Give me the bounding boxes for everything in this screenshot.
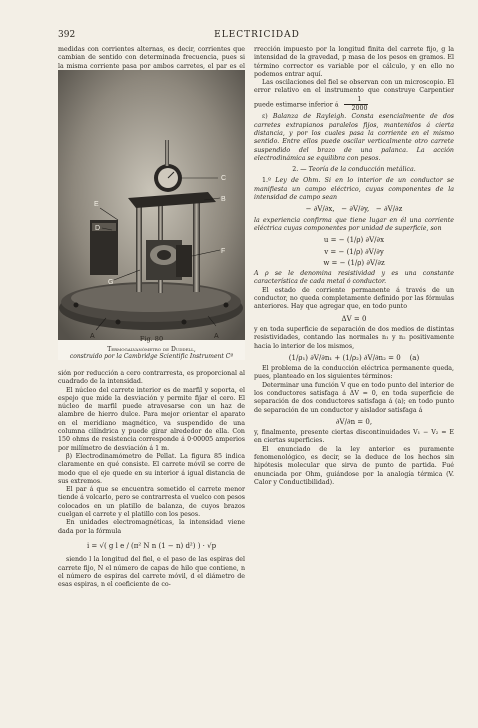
paragraph: la experiencia confirma que tiene lugar en él una corriente eléctrica cuyas componentes por unidad de superficie, son (254, 216, 454, 232)
formula-intensity: i = √( g l e / (π² N n (1 − n) d²) ) · √p (86, 541, 217, 550)
eq-component-y: − ∂V/∂y (341, 205, 368, 214)
paragraph: El estado de corriente permanente á través de un conductor, no queda completamente definido por las fórmulas anteriores. Hay que agregar que, en todo punto (254, 286, 454, 311)
eq-u: u = − (1/ρ) ∂V/∂x (323, 236, 385, 245)
eq-w: w = − (1/ρ) ∂V/∂z (323, 258, 385, 267)
caption-line-1: Termogalvanómetro de Duddell, (107, 346, 196, 353)
section-title: — Teoría de la conducción metálica. (300, 166, 416, 174)
label-g: G (108, 279, 114, 286)
paragraph: El núcleo del carrete interior es de marfil y soporta, el espejo que mide la desviación y permite fijar el cero. El núcleo de marfil puede atravesarse con un haz de alambre de hierro dulce. Para mejor orientar el aparato en el meridiano magnético, va suspendido de una columna cilíndrica y puede girar alrededor de ella. Con 150 ohms de resistencia corresponde á 0·00005 amperios por milímetro de desviación á 1 m. (58, 386, 245, 452)
page-number: 392 (58, 30, 76, 40)
label-a-left: A (90, 333, 95, 340)
figure-caption (58, 336, 245, 360)
eq-v: v = − (1/ρ) ∂V/∂y (324, 247, 384, 256)
paragraph: siendo l la longitud del fiel, e el paso de las espiras del carrete fijo, N el número de capas de hilo que contiene, n el número de espiras del carrete móvil, d el diámetro de esas espiras, n el coeficiente de co- (58, 556, 245, 589)
label-f: F (221, 248, 226, 255)
eq-boundary-body: (1/ρ₁) ∂V/∂n₁ + (1/ρ₂) ∂V/∂n₂ = 0 (288, 353, 401, 362)
label-b: B (221, 196, 226, 203)
law-number: 1.º (262, 177, 271, 185)
fraction-numerator: 1 (344, 96, 368, 105)
section-number: 2. (292, 166, 299, 174)
label-e: E (94, 201, 99, 208)
eq-boundary (254, 354, 454, 362)
paragraph: rrección impuesto por la longitud finita del carrete fijo, g la intensidad de la gravedad, p masa de los pesos en gramos. El término corrector es variable por el cálculo, y en ello no podemos entrar aquí. (254, 46, 454, 78)
paragraph: y en toda superficie de separación de dos medios de distintas resistividades, contando las normales n₁ y n₂ positivamente hacia lo interior de los mismos, (254, 325, 454, 350)
paragraph: El par á que se encuentra sometido el carrete menor tiende á volcarlo, pero se contrarresta el vuelco con pesos colocados en un platillo de balanza, de cuyos brazos cuelgan el carrete y el platillo con los pesos. (58, 486, 245, 519)
error-fraction (344, 96, 368, 114)
paragraph: El problema de la conducción eléctrica permanente queda, pues, planteado en los siguientes términos: (254, 365, 454, 381)
item-label: ε) (262, 113, 268, 121)
caption-line-2: construido por la Cambridge Scientific Instrument Cº (69, 353, 234, 360)
fraction-denominator: 2000 (351, 105, 368, 113)
paragraph: y, finalmente, presente ciertas discontinuidades V₁ − V₂ = E en ciertas superficies. (254, 429, 454, 445)
eq-laplace: ΔV = 0 (341, 314, 367, 323)
paragraph: Ley de Ohm. Si en lo interior de un conductor se manifiesta un campo eléctrico, cuyas componentes de la intensidad de campo sean (254, 177, 454, 202)
page-header (58, 30, 456, 44)
eq-component-x: − ∂V/∂x (305, 205, 333, 214)
label-c: C (221, 175, 227, 182)
paragraph: medidas con corrientes alternas, es decir, corrientes que cambian de sentido con determinada frecuencia, pues si la misma corriente pasa por ambos carretes, el par es el (58, 46, 245, 70)
label-d: D (95, 225, 101, 232)
paragraph: Balanza de Rayleigh. Consta esencialmente de dos carretes extrapianos paralelos fijos, mantenidos á cierta distancia, y por los cuales pasa la corriente en el mismo sentido. Entre ellos puede oscilar verticalmente otro carrete suspendido del brazo de una palanca. La acción electrodinámica se equilibra con pesos. (254, 113, 454, 162)
paragraph: A ρ se le denomina resistividad y es una constante característica de cada metal ó conductor. (254, 270, 454, 286)
instrument-engraving (58, 70, 245, 360)
right-body (254, 46, 454, 487)
paragraph: sión por reducción a cero contrarresta, es proporcional al cuadrado de la intensidad. (58, 370, 245, 386)
field-components: − ∂V/∂x, − ∂V/∂y, − ∂V/∂z (305, 205, 403, 214)
paragraph: Las oscilaciones del fiel se observan con un microscopio. El error relativo en el instrumento que construye Carpentier puede estimarse inferior á (254, 79, 454, 109)
eq-insulator: ∂V/∂n = 0, (335, 417, 373, 426)
left-body (58, 370, 245, 589)
eq-boundary-number: (a) (409, 353, 420, 362)
figure-thermogalvanometer (58, 70, 245, 360)
paragraph: Determinar una función V que en todo punto del interior de los conductores satisfaga á ΔV = 0, en toda superficie de separación de dos conductores satisfaga á (a); en todo punto de separación de un conductor y aislador satisfaga á (254, 381, 454, 414)
eq-component-z: − ∂V/∂z (375, 205, 403, 214)
running-title: ELECTRICIDAD (214, 30, 300, 40)
paragraph: En unidades electromagnéticas, la intensidad viene dada por la fórmula (58, 519, 245, 535)
label-a-right: A (214, 333, 219, 340)
paragraph: β) Electrodinamómetro de Pellat. La figura 85 indica claramente en qué consiste. El carrete móvil se corre de modo que el eje quede en su interior á igual distancia de sus extremos. (58, 452, 245, 485)
paragraph: El enunciado de la ley anterior es puramente fenomenológico, es decir, se la deduce de los hechos sin hipótesis molecular que sirva de punto de partida. Fué enunciada por Ohm, guiándose por la analogía térmica (V. Calor y Conductibilidad). (254, 445, 454, 486)
figure-number: Fig. 80 (139, 335, 164, 343)
